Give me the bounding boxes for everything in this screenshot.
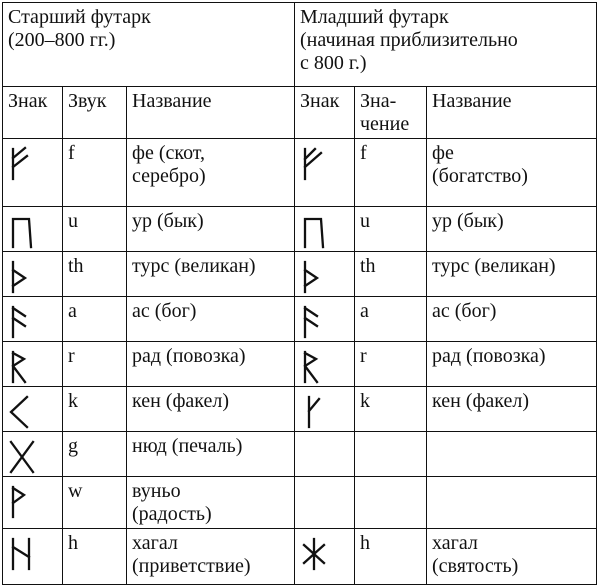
rune-cell <box>295 297 355 342</box>
elder-sound: r <box>63 342 127 387</box>
rune-cell <box>3 342 63 387</box>
elder-rune-name-line: хагал <box>132 532 178 554</box>
elder-rune-name <box>127 387 295 432</box>
younger-sound: f <box>355 139 427 207</box>
reid-icon <box>299 348 329 386</box>
younger-rune-name-line: ур (бык) <box>432 210 504 232</box>
empty-cell <box>295 432 355 477</box>
elder-rune-name <box>127 477 295 529</box>
thurisaz-icon <box>7 258 37 296</box>
younger-rune-name <box>427 297 597 342</box>
younger-name-header: Название <box>427 87 597 139</box>
younger-sound: r <box>355 342 427 387</box>
rune-row <box>3 432 597 477</box>
rune-cell <box>295 529 355 585</box>
elder-futhark-period: (200–800 гг.) <box>8 29 116 51</box>
rune-cell <box>3 477 63 529</box>
elder-rune-name-line: серебро) <box>132 165 206 187</box>
younger-rune-name <box>427 342 597 387</box>
younger-rune-name-line: кен (факел) <box>432 390 530 412</box>
rune-cell <box>295 207 355 252</box>
column-header-row <box>3 87 597 139</box>
rune-row <box>3 252 597 297</box>
younger-futhark-period-line1: (начиная приблизительно <box>300 29 518 51</box>
younger-rune-name <box>427 432 597 477</box>
fehu-icon <box>7 145 37 183</box>
rune-cell <box>3 252 63 297</box>
elder-sound: g <box>63 432 127 477</box>
rune-cell <box>3 432 63 477</box>
kenaz-icon <box>7 393 37 431</box>
younger-rune-name-line: хагал <box>432 532 478 554</box>
rune-cell <box>3 387 63 432</box>
elder-sound: u <box>63 207 127 252</box>
younger-rune-name <box>427 387 597 432</box>
oss-icon <box>299 303 329 341</box>
younger-sign-header: Знак <box>295 87 355 139</box>
younger-futhark-header <box>295 3 597 87</box>
elder-rune-name <box>127 207 295 252</box>
kaun-icon <box>299 393 329 431</box>
elder-rune-name-line: фе (скот, <box>132 142 206 164</box>
younger-meaning-header <box>355 87 427 139</box>
rune-cell <box>3 207 63 252</box>
rune-cell <box>295 387 355 432</box>
younger-meaning-header-line1: Зна- <box>360 90 397 112</box>
younger-rune-name <box>427 139 597 207</box>
raido-icon <box>7 348 37 386</box>
rune-cell <box>295 252 355 297</box>
elder-rune-name-line: ур (бык) <box>132 210 204 232</box>
elder-rune-name-line: вуньо <box>132 480 181 502</box>
ur-icon <box>299 213 329 251</box>
younger-sound: h <box>355 529 427 585</box>
rune-cell <box>3 529 63 585</box>
ansuz-icon <box>7 303 37 341</box>
elder-sound: k <box>63 387 127 432</box>
elder-sound: th <box>63 252 127 297</box>
younger-rune-name <box>427 529 597 585</box>
younger-rune-name-line: (богатство) <box>432 165 528 187</box>
elder-rune-name <box>127 529 295 585</box>
rune-row <box>3 139 597 207</box>
younger-sound <box>355 477 427 529</box>
rune-row <box>3 297 597 342</box>
younger-rune-name-line: фе <box>432 142 454 164</box>
elder-rune-name <box>127 342 295 387</box>
elder-sound: w <box>63 477 127 529</box>
younger-sound: k <box>355 387 427 432</box>
rune-cell <box>3 297 63 342</box>
younger-sound: th <box>355 252 427 297</box>
rune-rows <box>3 139 597 585</box>
elder-rune-name-line: нюд (печаль) <box>132 435 243 457</box>
fe-icon <box>299 145 329 183</box>
elder-rune-name <box>127 139 295 207</box>
rune-row <box>3 207 597 252</box>
younger-rune-name <box>427 252 597 297</box>
younger-sound <box>355 432 427 477</box>
elder-rune-name-line: ас (бог) <box>132 300 197 322</box>
elder-rune-name-line: турс (великан) <box>132 255 256 277</box>
younger-futhark-title: Младший футарк <box>300 6 449 28</box>
younger-meaning-header-line2: чение <box>360 113 410 135</box>
younger-rune-name-line: рад (повозка) <box>432 345 546 367</box>
elder-rune-name <box>127 432 295 477</box>
elder-name-header: Название <box>127 87 295 139</box>
younger-rune-name <box>427 477 597 529</box>
gebo-icon <box>7 438 37 476</box>
hagalaz-icon <box>7 535 37 573</box>
rune-cell <box>295 342 355 387</box>
younger-rune-name-line: ас (бог) <box>432 300 497 322</box>
elder-rune-name-line: (приветствие) <box>132 555 251 577</box>
rune-cell <box>3 139 63 207</box>
elder-futhark-header <box>3 3 295 87</box>
elder-sign-header: Знак <box>3 87 63 139</box>
uruz-icon <box>7 213 37 251</box>
younger-rune-name-line: турс (великан) <box>432 255 556 277</box>
rune-row <box>3 477 597 529</box>
elder-rune-name <box>127 252 295 297</box>
younger-rune-name-line: (святость) <box>432 555 519 577</box>
header-row <box>3 3 597 87</box>
elder-rune-name-line: (радость) <box>132 503 212 525</box>
elder-sound-header: Звук <box>63 87 127 139</box>
rune-cell <box>295 139 355 207</box>
elder-sound: a <box>63 297 127 342</box>
elder-sound: f <box>63 139 127 207</box>
elder-sound: h <box>63 529 127 585</box>
younger-sound: a <box>355 297 427 342</box>
wunjo-icon <box>7 483 37 521</box>
rune-row <box>3 342 597 387</box>
rune-row <box>3 529 597 585</box>
elder-rune-name-line: кен (факел) <box>132 390 230 412</box>
younger-rune-name <box>427 207 597 252</box>
rune-row <box>3 387 597 432</box>
elder-futhark-title: Старший футарк <box>8 6 151 28</box>
elder-rune-name-line: рад (повозка) <box>132 345 246 367</box>
younger-futhark-period-line2: с 800 г.) <box>300 52 367 74</box>
futhark-table <box>2 2 597 585</box>
empty-cell <box>295 477 355 529</box>
hagall-icon <box>299 535 329 573</box>
thurs-icon <box>299 258 329 296</box>
younger-sound: u <box>355 207 427 252</box>
elder-rune-name <box>127 297 295 342</box>
